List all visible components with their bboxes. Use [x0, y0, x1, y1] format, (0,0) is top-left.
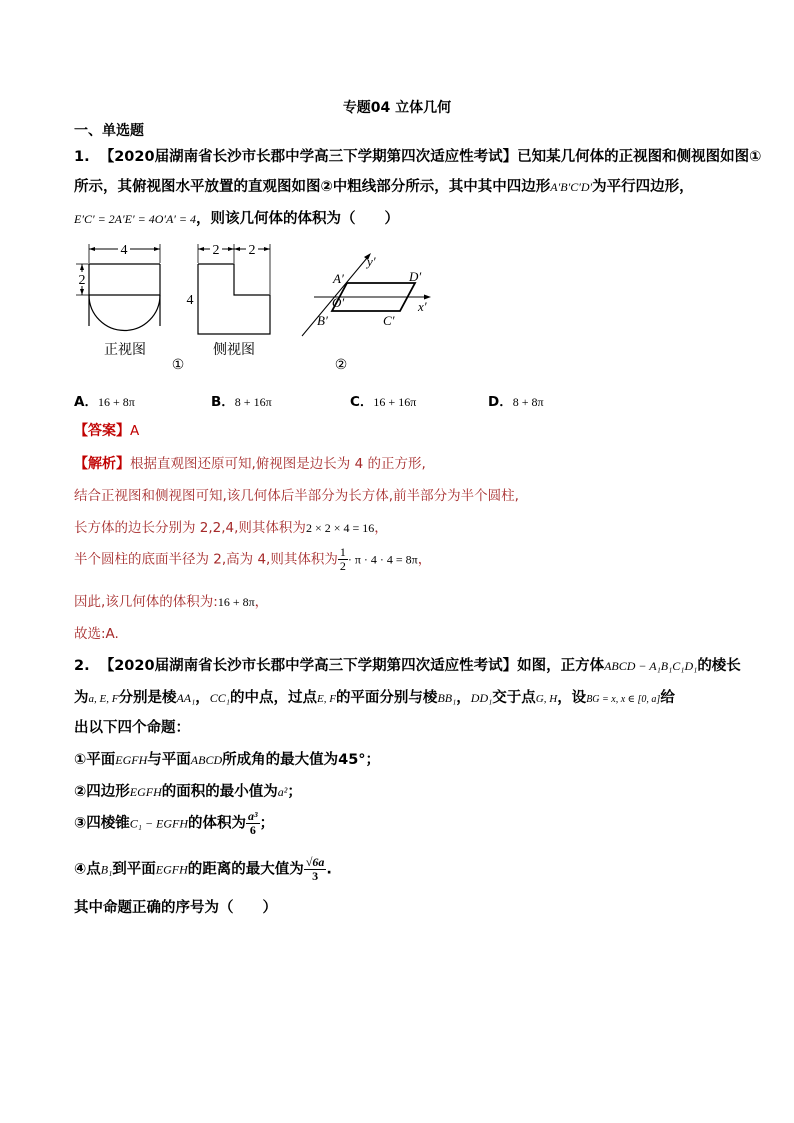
- section-heading: 一、单选题: [74, 123, 144, 139]
- p2-math-1: EGFH: [129, 785, 162, 799]
- q2-proposition-1: [74, 748, 380, 769]
- q2-math-5: BB₁: [437, 691, 457, 705]
- q2-question: 其中命题正确的序号为（ ）: [74, 900, 277, 916]
- p1-a: ①平面: [74, 752, 116, 768]
- p4-denominator: 3: [312, 869, 319, 883]
- option-d-letter: D．: [488, 394, 513, 410]
- q2-stem2c: ，: [195, 690, 210, 706]
- p4-numerator: √6a: [305, 855, 325, 869]
- p3-math-1: C₁ − EGFH: [129, 816, 189, 831]
- q1-answer: [74, 420, 139, 440]
- q2-math-3: CC₁: [209, 691, 230, 705]
- p1-math-2: ABCD: [190, 753, 223, 767]
- comma: ，: [417, 551, 432, 568]
- point-o-label: O′: [332, 295, 345, 310]
- q1-source: 【2020届湖南省长沙市长郡中学高三下学期第四次适应性考试】: [99, 149, 518, 165]
- q1-analysis-line5: [74, 590, 268, 610]
- side-width-label-2: 2: [248, 243, 256, 258]
- answer-tag: 【答案】: [74, 423, 130, 439]
- q2-line1: [74, 654, 741, 675]
- comma: ，: [254, 594, 269, 610]
- q1-analysis-line1: [74, 452, 426, 473]
- side-height-label: 4: [186, 293, 194, 308]
- option-a-letter: A．: [74, 394, 98, 410]
- q1-line1: [74, 145, 761, 166]
- axis-y-label: y′: [367, 254, 376, 269]
- q2-stem1a: 如图，正方体: [517, 658, 605, 674]
- side-view-caption: 侧视图: [213, 343, 255, 358]
- q2-number: 2.: [74, 658, 90, 674]
- point-a-label: A′: [333, 271, 344, 286]
- p4-math-2: EGFH: [155, 862, 188, 877]
- figure-2-number: ②: [334, 358, 348, 373]
- q2-source: 【2020届湖南省长沙市长郡中学高三下学期第四次适应性考试】: [99, 658, 518, 674]
- q2-math-1: a, E, F: [88, 693, 119, 705]
- p3-fraction: [246, 810, 260, 837]
- point-b-label: B′: [317, 313, 328, 328]
- q1-analysis-line4: [74, 546, 431, 573]
- q1-figures: [70, 236, 450, 376]
- p2-math-2: a²: [277, 785, 288, 799]
- q1-parallelogram-name: A′B′C′D′: [550, 180, 593, 194]
- q2-stem2f: ，: [456, 690, 471, 706]
- p4-e: .: [326, 861, 332, 878]
- option-a-value: 16 + 8π: [97, 395, 135, 409]
- side-view: [187, 241, 271, 358]
- q2-math-6: DD₁: [470, 691, 493, 705]
- front-height-label: 2: [78, 273, 86, 288]
- q1-option-c: [350, 390, 416, 410]
- q2-stem2g: 交于点: [492, 690, 536, 706]
- q1-condition: E′C′ = 2A′E′ = 4O′A′ = 4: [74, 212, 197, 226]
- point-c-label: C′: [383, 313, 395, 328]
- q1-stem2b: 为平行四边形，: [592, 179, 694, 195]
- page-title: 专题04 立体几何: [342, 100, 452, 116]
- figure-1-number: ①: [171, 358, 185, 373]
- q1-number: 1.: [74, 149, 90, 165]
- q2-proposition-4: [74, 856, 332, 883]
- p4-fraction: [304, 856, 327, 883]
- front-width-label: 4: [120, 243, 128, 258]
- front-view-caption: 正视图: [104, 343, 146, 358]
- comma: ，: [374, 520, 388, 536]
- fraction-denominator: 2: [339, 559, 346, 573]
- q2-stem1b: 的棱长: [697, 658, 741, 674]
- intuitive-diagram: [302, 253, 431, 373]
- analysis-text-2: 结合正视图和侧视图可知,该几何体后半部分为长方体,前半部分为半个圆柱,: [74, 488, 519, 504]
- p1-b: 与平面: [147, 752, 191, 768]
- analysis-4-fraction: [338, 546, 348, 573]
- p4-math-1: B₁: [100, 862, 113, 877]
- p2-c: ；: [287, 784, 302, 800]
- q1-stem3b: ，则该几何体的体积为（ ）: [196, 211, 400, 227]
- p4-b: 到平面: [112, 861, 156, 878]
- analysis-text-1: 根据直观图还原可知,俯视图是边长为 4 的正方形,: [130, 456, 426, 472]
- axis-x-label: x′: [418, 299, 427, 314]
- p3-c: ；: [259, 815, 275, 832]
- analysis-text-4: 半个圆柱的底面半径为 2,高为 4,则其体积为: [74, 551, 338, 568]
- q2-math-2: AA₁: [176, 691, 196, 705]
- analysis-text-6: 故选:A.: [74, 626, 119, 642]
- p3-b: 的体积为: [188, 815, 247, 832]
- analysis-5-formula: 16 + 8π: [217, 595, 255, 609]
- q2-proposition-2: [74, 780, 302, 801]
- answer-value: A: [130, 423, 140, 439]
- q1-stem2a: 所示，其俯视图水平放置的直观图如图②中粗线部分所示，其中其中四边形: [74, 179, 551, 195]
- q2-stem2i: 给: [660, 690, 675, 706]
- option-b-value: 8 + 16π: [234, 395, 272, 409]
- analysis-text-3: 长方体的边长分别为 2,2,4,则其体积为: [74, 520, 306, 536]
- front-view: [76, 241, 160, 358]
- q2-stem3: 出以下四个命题：: [74, 720, 190, 736]
- q2-math-7: G, H: [535, 693, 558, 705]
- q2-math-8: BG = x, x ∈ [0, a]: [586, 694, 661, 705]
- side-width-label-1: 2: [212, 243, 220, 258]
- p4-c: 的距离的最大值为: [187, 861, 304, 878]
- option-c-value: 16 + 16π: [373, 395, 417, 409]
- p3-denominator: 6: [249, 823, 256, 837]
- analysis-3-formula: 2 × 2 × 4 = 16: [305, 521, 375, 535]
- q2-stem2e: 的平面分别与棱: [335, 690, 438, 706]
- p2-a: ②四边形: [74, 784, 130, 800]
- q2-line2: [74, 686, 675, 707]
- q2-proposition-3: [74, 810, 274, 837]
- q1-stem1: 已知某几何体的正视图和侧视图如图①: [517, 149, 762, 165]
- q2-math-4: E, F: [316, 693, 336, 705]
- p1-math-1: EGFH: [115, 753, 148, 767]
- option-c-letter: C．: [350, 394, 374, 410]
- q2-stem2b: 分别是棱: [118, 690, 177, 706]
- analysis-4-formula: · π · 4 · 4 = 8π: [347, 552, 418, 567]
- p2-b: 的面积的最小值为: [161, 784, 278, 800]
- p1-c: 所成角的最大值为45°；: [222, 752, 381, 768]
- analysis-text-5: 因此,该几何体的体积为:: [74, 594, 218, 610]
- q2-stem2d: 的中点，过点: [229, 690, 317, 706]
- fraction-numerator: 1: [339, 545, 346, 559]
- p3-a: ③四棱锥: [74, 815, 130, 832]
- q2-cube-name: ABCD − A₁B₁C₁D₁: [604, 659, 698, 673]
- q1-option-a: [74, 390, 135, 410]
- q2-stem2a: 为: [74, 690, 89, 706]
- q2-stem2h: ，设: [557, 690, 587, 706]
- option-b-letter: B．: [211, 394, 235, 410]
- p4-a: ④点: [74, 861, 101, 878]
- p3-numerator: a³: [248, 809, 258, 823]
- analysis-tag: 【解析】: [74, 456, 130, 472]
- q1-option-d: [488, 390, 544, 410]
- option-d-value: 8 + 8π: [512, 395, 544, 409]
- q1-line2: [74, 175, 694, 196]
- q1-line3: [74, 207, 399, 228]
- q1-option-b: [211, 390, 272, 410]
- q1-analysis-line3: [74, 516, 388, 536]
- point-d-label: D′: [409, 269, 422, 284]
